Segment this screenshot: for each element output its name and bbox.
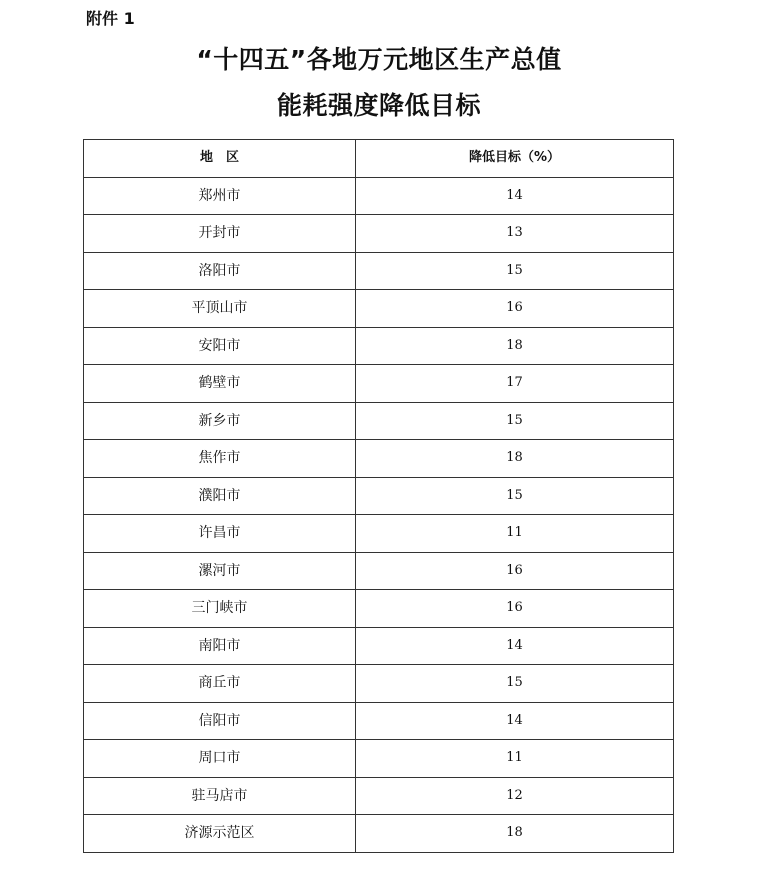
attachment-label: 附件 1 [86, 9, 135, 28]
table-row [84, 327, 674, 365]
region-cell: 许昌市 [84, 515, 356, 553]
table-row [84, 590, 674, 628]
table-row [84, 440, 674, 478]
target-value-cell: 12 [356, 777, 674, 815]
region-cell: 安阳市 [84, 327, 356, 365]
table-row [84, 515, 674, 553]
table-row [84, 177, 674, 215]
target-value-cell: 15 [356, 252, 674, 290]
table-row [84, 290, 674, 328]
region-cell: 商丘市 [84, 665, 356, 703]
target-value-cell: 15 [356, 402, 674, 440]
table-row [84, 365, 674, 403]
table-row [84, 815, 674, 853]
region-cell: 濮阳市 [84, 477, 356, 515]
target-value-cell: 17 [356, 365, 674, 403]
region-cell: 漯河市 [84, 552, 356, 590]
document-title-line-2: 能耗强度降低目标 [276, 91, 481, 120]
table-header-row [84, 140, 674, 178]
table-row [84, 552, 674, 590]
column-header-target: 降低目标（%） [356, 140, 674, 178]
region-cell: 济源示范区 [84, 815, 356, 853]
table-row [84, 740, 674, 778]
region-cell: 洛阳市 [84, 252, 356, 290]
region-cell: 周口市 [84, 740, 356, 778]
target-value-cell: 18 [356, 327, 674, 365]
region-cell: 三门峡市 [84, 590, 356, 628]
target-value-cell: 14 [356, 627, 674, 665]
energy-intensity-target-table [83, 139, 674, 853]
document-title-line-1: “十四五”各地万元地区生产总值 [196, 45, 562, 74]
target-value-cell: 14 [356, 702, 674, 740]
target-value-cell: 16 [356, 290, 674, 328]
region-cell: 平顶山市 [84, 290, 356, 328]
table-row [84, 215, 674, 253]
region-cell: 新乡市 [84, 402, 356, 440]
table-header [84, 140, 674, 178]
region-cell: 焦作市 [84, 440, 356, 478]
target-value-cell: 16 [356, 552, 674, 590]
region-cell: 鹤壁市 [84, 365, 356, 403]
table-row [84, 402, 674, 440]
table-row [84, 252, 674, 290]
target-value-cell: 15 [356, 477, 674, 515]
target-value-cell: 13 [356, 215, 674, 253]
region-cell: 信阳市 [84, 702, 356, 740]
table-row [84, 665, 674, 703]
region-cell: 南阳市 [84, 627, 356, 665]
table-row [84, 477, 674, 515]
target-value-cell: 11 [356, 515, 674, 553]
target-value-cell: 15 [356, 665, 674, 703]
target-value-cell: 18 [356, 815, 674, 853]
target-value-cell: 16 [356, 590, 674, 628]
region-cell: 郑州市 [84, 177, 356, 215]
column-header-region: 地 区 [84, 140, 356, 178]
target-value-cell: 18 [356, 440, 674, 478]
target-value-cell: 14 [356, 177, 674, 215]
table-row [84, 627, 674, 665]
table-row [84, 702, 674, 740]
target-value-cell: 11 [356, 740, 674, 778]
table-body [84, 177, 674, 852]
region-cell: 开封市 [84, 215, 356, 253]
region-cell: 驻马店市 [84, 777, 356, 815]
table-row [84, 777, 674, 815]
